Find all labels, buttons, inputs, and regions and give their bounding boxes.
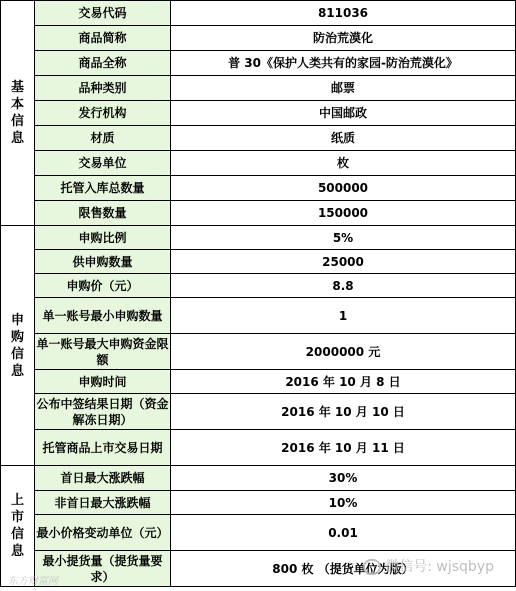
row-label: 商品全称	[35, 51, 171, 76]
row-label: 材质	[35, 126, 171, 151]
corner-watermark-text: 东方财富网	[8, 576, 58, 587]
row-value: 中国邮政	[171, 101, 516, 126]
table-row	[1, 274, 516, 298]
corner-watermark	[8, 572, 58, 587]
row-value: 2016 年 10 月 10 日	[171, 394, 516, 430]
row-value: 10%	[171, 491, 516, 515]
section-header-subscription: 申购信息	[1, 226, 35, 466]
table-row	[1, 551, 516, 587]
section-header-listing: 上市信息	[1, 466, 35, 587]
row-label: 限售数量	[35, 201, 171, 226]
table-row	[1, 76, 516, 101]
row-label: 商品简称	[35, 26, 171, 51]
row-value: 邮票	[171, 76, 516, 101]
table-row	[1, 430, 516, 466]
table-row	[1, 1, 516, 26]
table-row	[1, 126, 516, 151]
row-value: 8.8	[171, 274, 516, 298]
table-row	[1, 26, 516, 51]
row-value: 500000	[171, 176, 516, 201]
row-value: 2000000 元	[171, 334, 516, 370]
row-value: 0.01	[171, 515, 516, 551]
row-label: 托管入库总数量	[35, 176, 171, 201]
table-row	[1, 151, 516, 176]
row-label: 交易单位	[35, 151, 171, 176]
watermark-text: 微信号: wjsqbyp	[385, 559, 494, 575]
row-value: 纸质	[171, 126, 516, 151]
table-row	[1, 394, 516, 430]
row-label: 非首日最大涨跌幅	[35, 491, 171, 515]
row-label: 单一账号最大申购资金限额	[35, 334, 171, 370]
table-row	[1, 101, 516, 126]
row-label: 单一账号最小申购数量	[35, 298, 171, 334]
table-row	[1, 250, 516, 274]
table-row	[1, 226, 516, 250]
row-value: 811036	[171, 1, 516, 26]
table-row	[1, 176, 516, 201]
table-row	[1, 51, 516, 76]
row-value: 普 30《保护人类共有的家园-防治荒漠化》	[171, 51, 516, 76]
row-value: 枚	[171, 151, 516, 176]
row-label: 发行机构	[35, 101, 171, 126]
row-label: 供申购数量	[35, 250, 171, 274]
row-label: 申购比例	[35, 226, 171, 250]
table-row	[1, 370, 516, 394]
row-value: 5%	[171, 226, 516, 250]
section-header-basic: 基本信息	[1, 1, 35, 226]
row-value: 800 枚 （提货单位为版）	[171, 551, 516, 587]
row-label: 申购时间	[35, 370, 171, 394]
row-value: 2016 年 10 月 8 日	[171, 370, 516, 394]
row-value: 150000	[171, 201, 516, 226]
row-value: 2016 年 10 月 11 日	[171, 430, 516, 466]
table-row	[1, 491, 516, 515]
row-label: 申购价（元）	[35, 274, 171, 298]
row-value: 1	[171, 298, 516, 334]
row-value: 30%	[171, 466, 516, 491]
table-row	[1, 201, 516, 226]
row-label: 公布中签结果日期（资金解冻日期）	[35, 394, 171, 430]
table-row	[1, 334, 516, 370]
row-value: 25000	[171, 250, 516, 274]
row-label: 托管商品上市交易日期	[35, 430, 171, 466]
row-label: 首日最大涨跌幅	[35, 466, 171, 491]
table-row	[1, 466, 516, 491]
row-label: 最小价格变动单位（元）	[35, 515, 171, 551]
table-row	[1, 515, 516, 551]
row-value: 防治荒漠化	[171, 26, 516, 51]
table-row	[1, 298, 516, 334]
row-label: 交易代码	[35, 1, 171, 26]
row-label: 品种类别	[35, 76, 171, 101]
row-label: 最小提货量（提货量要求）	[35, 551, 171, 587]
